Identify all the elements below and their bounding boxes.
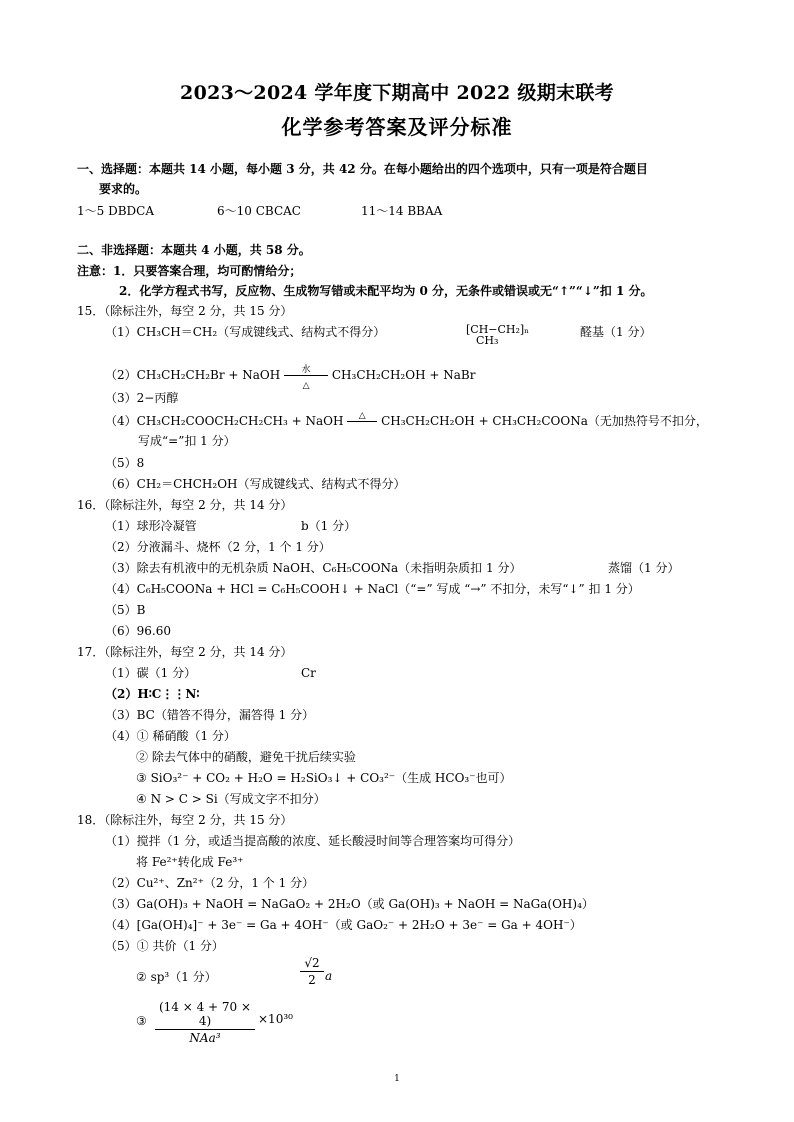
condition-water: 水 [301, 364, 311, 375]
page-number: 1 [394, 1074, 400, 1084]
q18-answer-3: （3）Ga(OH)₃ + NaOH = NaGaO₂ + 2H₂O（或 Ga(OH)₃ + NaOH = NaGa(OH)₄） [105, 897, 594, 911]
q15-answer-3: （3）2−丙醇 [105, 391, 179, 405]
fraction-sqrt2-over-2 [300, 956, 324, 987]
q15-polymer-structure [466, 323, 529, 347]
q17-answer-2: （2）H∶C⋮⋮N∶ [105, 687, 200, 701]
note-1: 注意：1．只要答案合理，均可酌情给分； [77, 264, 302, 278]
q17-answer-1: （1）碳（1 分） [105, 666, 197, 680]
q15-a4-products: CH₃CH₂CH₂OH + CH₃CH₂COONa（无加热符号不扣分， [381, 414, 708, 428]
density-numerator: (14 × 4 + 70 × 4) [158, 1000, 252, 1028]
exam-title: 2023～2024 学年度下期高中 2022 级期末联考 [180, 82, 614, 104]
q17-answer-4-3: ③ SiO₃²⁻ + CO₂ + H₂O = H₂SiO₃↓ + CO₃²⁻（生成 HCO₃⁻也可） [136, 771, 512, 785]
q16-answer-4: （4）C₆H₅COONa + HCl = C₆H₅COOH↓ + NaCl（“=” 写成 “→” 不扣分，未写“↓” 扣 1 分） [105, 582, 640, 596]
q16-answer-2: （2）分液漏斗、烧杯（2 分，1 个 1 分） [105, 540, 331, 554]
density-fraction [155, 1000, 255, 1045]
q18-answer-2: （2）Cu²⁺、Zn²⁺（2 分，1 个 1 分） [105, 876, 315, 890]
q17-answer-3: （3）BC（错答不得分，漏答得 1 分） [105, 708, 315, 722]
q15-a4-reactants: （4）CH₃CH₂COOCH₂CH₂CH₃ + NaOH [105, 414, 344, 428]
reaction-condition-arrow [284, 364, 328, 391]
q18-answer-5-3-mark: ③ [136, 1014, 147, 1028]
q15-a2-products: CH₃CH₂CH₂OH + NaBr [331, 368, 476, 382]
exam-subtitle: 化学参考答案及评分标准 [281, 115, 513, 139]
q16-answer-3: （3）除去有机液中的无机杂质 NaOH、C₆H₅COONa（未指明杂质扣 1 分） [105, 561, 522, 575]
section1-heading: 一、选择题：本题共 14 小题，每小题 3 分，共 42 分。在每小题给出的四个选项中，只有一项是符合题目 [77, 162, 648, 176]
q16-head: 16．（除标注外，每空 2 分，共 14 分） [77, 498, 293, 512]
condition-heat: △ [358, 410, 366, 421]
note-2: 2．化学方程式书写，反应物、生成物写错或未配平均为 0 分，无条件或错误或无“↑”“↓”扣 1 分。 [119, 284, 653, 298]
q18-answer-4: （4）[Ga(OH)₄]⁻ + 3e⁻ = Ga + 4OH⁻（或 GaO₂⁻ + 2H₂O + 3e⁻ = Ga + 4OH⁻） [105, 918, 582, 932]
q18-head: 18．（除标注外，每空 2 分，共 15 分） [77, 813, 293, 827]
lattice-param-a: a [325, 969, 333, 983]
mc-answers-11-14: 11～14 BBAA [361, 204, 443, 218]
density-factor: ×10³⁰ [258, 1012, 293, 1026]
q16-answer-1b: b（1 分） [301, 519, 357, 533]
q16-answer-1: （1）球形冷凝管 [105, 519, 197, 533]
polymer-branch: CH₃ [476, 334, 499, 347]
q16-answer-6: （6）96.60 [105, 624, 171, 638]
q18-answer-1: （1）搅拌（1 分，或适当提高酸的浓度、延长酸浸时间等合理答案均可得分） [105, 834, 521, 848]
section2-heading: 二、非选择题：本题共 4 小题，共 58 分。 [77, 243, 311, 257]
q16-answer-5: （5）B [105, 603, 146, 617]
q15-answer-1-note: 醛基（1 分） [580, 325, 652, 339]
polymer-chain: [CH−CH₂]ₙ [466, 323, 529, 336]
q17-answer-1b: Cr [301, 666, 316, 680]
q17-answer-4-1: （4）① 稀硝酸（1 分） [105, 729, 236, 743]
q16-answer-3b: 蒸馏（1 分） [608, 561, 680, 575]
density-denominator: NAa³ [189, 1031, 221, 1045]
q15-answer-6: （6）CH₂＝CHCH₂OH（写成键线式、结构式不得分） [105, 477, 406, 491]
q18-answer-1b: 将 Fe²⁺转化成 Fe³⁺ [136, 855, 244, 869]
q17-answer-4-4: ④ N > C > Si（写成文字不扣分） [136, 792, 326, 806]
q15-answer-5: （5）8 [105, 456, 145, 470]
reaction-heat-arrow [347, 410, 377, 428]
q15-a2-reactants: （2）CH₃CH₂CH₂Br + NaOH [105, 368, 281, 382]
q15-answer-4 [105, 412, 708, 430]
section1-heading-cont: 要求的。 [99, 182, 148, 196]
fraction-denominator: 2 [308, 973, 316, 987]
q18-answer-5-1: （5）① 共价（1 分） [105, 939, 224, 953]
fraction-numerator: √2 [304, 956, 320, 970]
q15-answer-1: （1）CH₃CH＝CH₂（写成键线式、结构式不得分） [105, 325, 386, 339]
mc-answers-1-5: 1～5 DBDCA [77, 204, 154, 218]
condition-heat: △ [302, 380, 310, 391]
mc-answers-6-10: 6～10 CBCAC [217, 204, 301, 218]
q18-answer-5-2: ② sp³（1 分） [136, 970, 217, 984]
q17-answer-4-2: ② 除去气体中的硝酸，避免干扰后续实验 [136, 750, 356, 764]
q15-answer-4-cont: 写成“=”扣 1 分） [138, 434, 236, 448]
q17-head: 17．（除标注外，每空 2 分，共 14 分） [77, 645, 293, 659]
q15-answer-2 [105, 364, 476, 391]
q15-head: 15．（除标注外，每空 2 分，共 15 分） [77, 304, 293, 318]
